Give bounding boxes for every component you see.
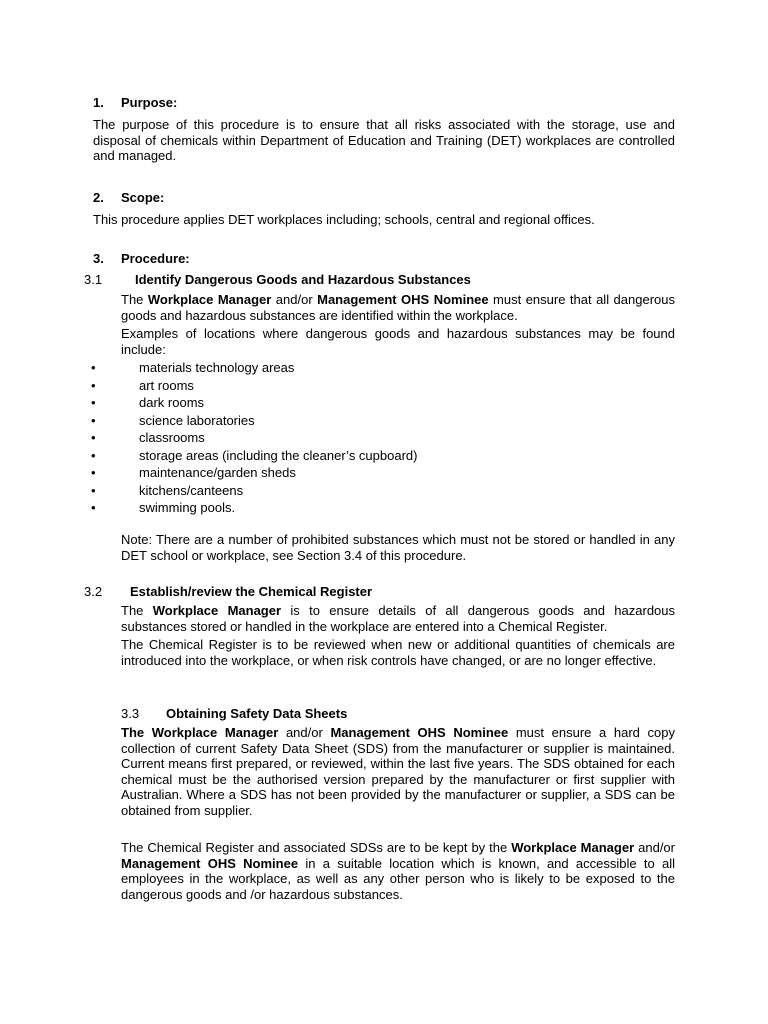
examples-paragraph: Examples of locations where dangerous goods and hazardous substances may be found include: bbox=[121, 326, 675, 357]
subsection-title: Identify Dangerous Goods and Hazardous Substances bbox=[135, 272, 471, 287]
list-item: materials technology areas bbox=[139, 360, 295, 375]
section-number: 3. bbox=[93, 251, 104, 266]
role-workplace-manager: Workplace Manager bbox=[147, 292, 272, 307]
section-title: Procedure: bbox=[121, 251, 190, 266]
bullet-glyph: • bbox=[91, 377, 96, 393]
role-ohs-nominee: Management OHS Nominee bbox=[121, 855, 299, 871]
subsection-title: Establish/review the Chemical Register bbox=[130, 584, 373, 599]
subsection-3-2-heading bbox=[84, 584, 372, 600]
role-ohs-nominee: Management OHS Nominee bbox=[317, 292, 489, 307]
list-item: classrooms bbox=[139, 430, 205, 445]
sds-paragraph-2: The Chemical Register and associated SDSs are to be kept by the Workplace Manager and/or Management OHS Nominee in a suitable location which is known, and accessible to all employees in the workplace, as well as any other person who is likely to be exposed to the dangerous goods and /or hazardous substances. bbox=[121, 840, 675, 902]
list-item: art rooms bbox=[139, 377, 194, 393]
list-item: storage areas (including the cleaner’s cupboard) bbox=[139, 447, 418, 463]
identify-paragraph: The Workplace Manager and/or Management OHS Nominee must ensure that all dangerous goods and hazardous substances are identified within the workplace. bbox=[121, 292, 675, 323]
bullet-glyph: • bbox=[91, 360, 96, 375]
register-paragraph-1: The Workplace Manager is to ensure details of all dangerous goods and hazardous substances stored or handled in the workplace are entered into a Chemical Register. bbox=[121, 603, 676, 634]
role-workplace-manager: Workplace Manager bbox=[152, 603, 282, 618]
bullet-glyph: • bbox=[91, 447, 96, 463]
sds-paragraph-1: The Workplace Manager and/or Management OHS Nominee must ensure a hard copy collection of current Safety Data Sheet (SDS) from the manufacturer or supplier is maintained. Current means first prepared, or reviewed, within the last five years. The SDS obtained for each chemical must be the authorised version prepared by the manufacturer or first supplier with Australian. Where a SDS has not been provided by the manufacturer or supplier, a SDS can be obtained from supplier. bbox=[121, 725, 675, 818]
list-item: science laboratories bbox=[139, 412, 255, 428]
section-3-heading bbox=[93, 251, 190, 267]
subsection-3-1-heading bbox=[84, 272, 471, 288]
purpose-paragraph: The purpose of this procedure is to ensure that all risks associated with the storage, use and disposal of chemicals within Department of Education and Training (DET) workplaces are controlled and managed. bbox=[93, 117, 675, 163]
bullet-glyph: • bbox=[91, 482, 96, 498]
subsection-3-3-heading bbox=[121, 706, 347, 722]
list-item: kitchens/canteens bbox=[139, 482, 244, 498]
role-workplace-manager: The Workplace Manager bbox=[121, 725, 279, 740]
role-ohs-nominee: Management OHS Nominee bbox=[330, 725, 509, 740]
subsection-title: Obtaining Safety Data Sheets bbox=[166, 706, 348, 721]
bullet-glyph: • bbox=[91, 500, 96, 515]
list-item: swimming pools. bbox=[139, 500, 236, 515]
section-number: 1. bbox=[93, 95, 104, 110]
bullet-glyph: • bbox=[91, 465, 96, 480]
subsection-number: 3.2 bbox=[84, 584, 103, 599]
section-number: 2. bbox=[93, 190, 104, 205]
prohibited-note: Note: There are a number of prohibited substances which must not be stored or handled in any DET school or workplace, see Section 3.4 of this procedure. bbox=[121, 532, 675, 563]
list-item: maintenance/garden sheds bbox=[139, 465, 296, 480]
section-title: Scope: bbox=[121, 190, 165, 205]
subsection-number: 3.3 bbox=[121, 706, 140, 721]
list-item: dark rooms bbox=[139, 395, 205, 410]
bullet-glyph: • bbox=[91, 430, 96, 445]
register-paragraph-2: The Chemical Register is to be reviewed when new or additional quantities of chemicals are introduced into the workplace, or when risk controls have changed, or are no longer effective. bbox=[121, 637, 675, 668]
bullet-glyph: • bbox=[91, 412, 96, 428]
scope-paragraph: This procedure applies DET workplaces including; schools, central and regional offices. bbox=[93, 212, 595, 227]
role-workplace-manager: Workplace Manager bbox=[511, 840, 635, 855]
subsection-number: 3.1 bbox=[84, 272, 103, 287]
section-2-heading bbox=[93, 190, 164, 206]
section-1-heading bbox=[93, 95, 177, 111]
section-title: Purpose: bbox=[121, 95, 178, 110]
bullet-glyph: • bbox=[91, 395, 96, 410]
